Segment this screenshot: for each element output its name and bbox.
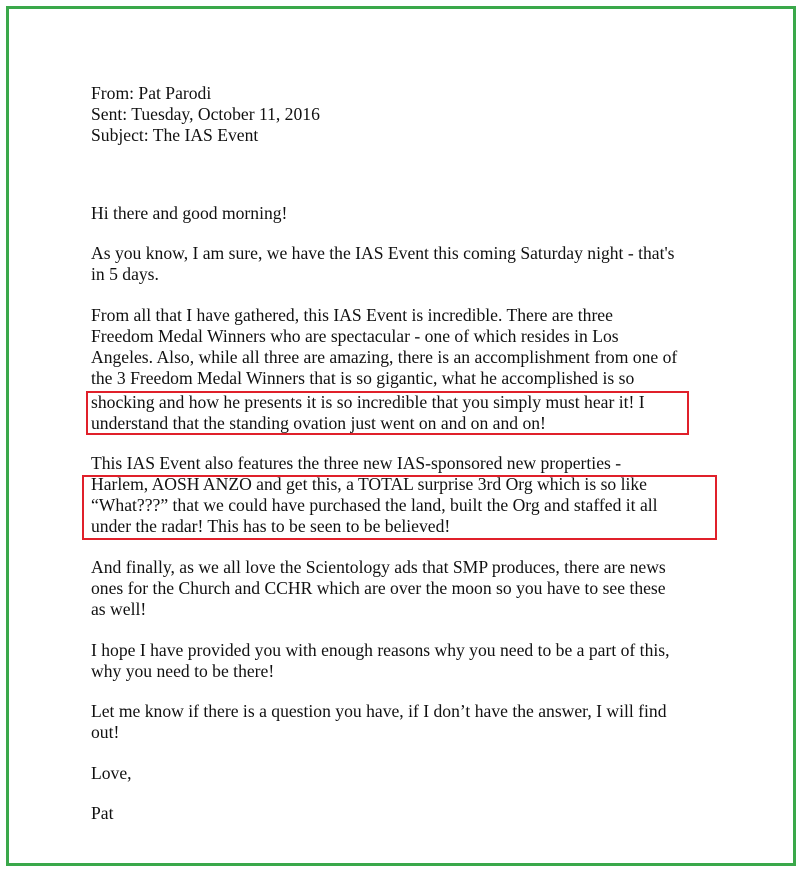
paragraph-3-line: Harlem, AOSH ANZO and get this, a TOTAL surprise 3rd Org which is so like	[91, 474, 647, 494]
paragraph-2-line: Freedom Medal Winners who are spectacular - one of which resides in Los	[91, 326, 619, 346]
paragraph-2-line: understand that the standing ovation just went on and on and on!	[91, 413, 546, 433]
paragraph-6-line: out!	[91, 722, 120, 742]
paragraph-3-line: under the radar! This has to be seen to be believed!	[91, 516, 451, 536]
paragraph-1-line: in 5 days.	[91, 264, 159, 284]
highlight-box	[86, 391, 689, 435]
paragraph-2-line: From all that I have gathered, this IAS Event is incredible. There are three	[91, 305, 613, 325]
closing: Love,	[91, 763, 132, 783]
paragraph-2-line: Angeles. Also, while all three are amazing, there is an accomplishment from one of	[91, 347, 678, 367]
paragraph-4-line: ones for the Church and CCHR which are over the moon so you have to see these	[91, 578, 666, 598]
paragraph-5-line: why you need to be there!	[91, 661, 275, 681]
greeting: Hi there and good morning!	[91, 203, 288, 223]
paragraph-2-line: shocking and how he presents it is so incredible that you simply must hear it! I	[91, 392, 645, 412]
from-line: From: Pat Parodi	[91, 83, 212, 103]
paragraph-4-line: as well!	[91, 599, 147, 619]
paragraph-5-line: I hope I have provided you with enough reasons why you need to be a part of this,	[91, 640, 670, 660]
sent-line: Sent: Tuesday, October 11, 2016	[91, 104, 320, 124]
paragraph-1-line: As you know, I am sure, we have the IAS Event this coming Saturday night - that's	[91, 243, 675, 263]
paragraph-6-line: Let me know if there is a question you have, if I don’t have the answer, I will find	[91, 701, 667, 721]
paragraph-2-line: the 3 Freedom Medal Winners that is so gigantic, what he accomplished is so	[91, 368, 635, 388]
signature: Pat	[91, 803, 114, 823]
paragraph-3-line: This IAS Event also features the three new IAS-sponsored new properties -	[91, 453, 622, 473]
paragraph-4-line: And finally, as we all love the Scientology ads that SMP produces, there are news	[91, 557, 666, 577]
paragraph-3-line: “What???” that we could have purchased the land, built the Org and staffed it all	[91, 495, 658, 515]
highlight-box	[82, 475, 717, 540]
subject-line: Subject: The IAS Event	[91, 125, 259, 145]
